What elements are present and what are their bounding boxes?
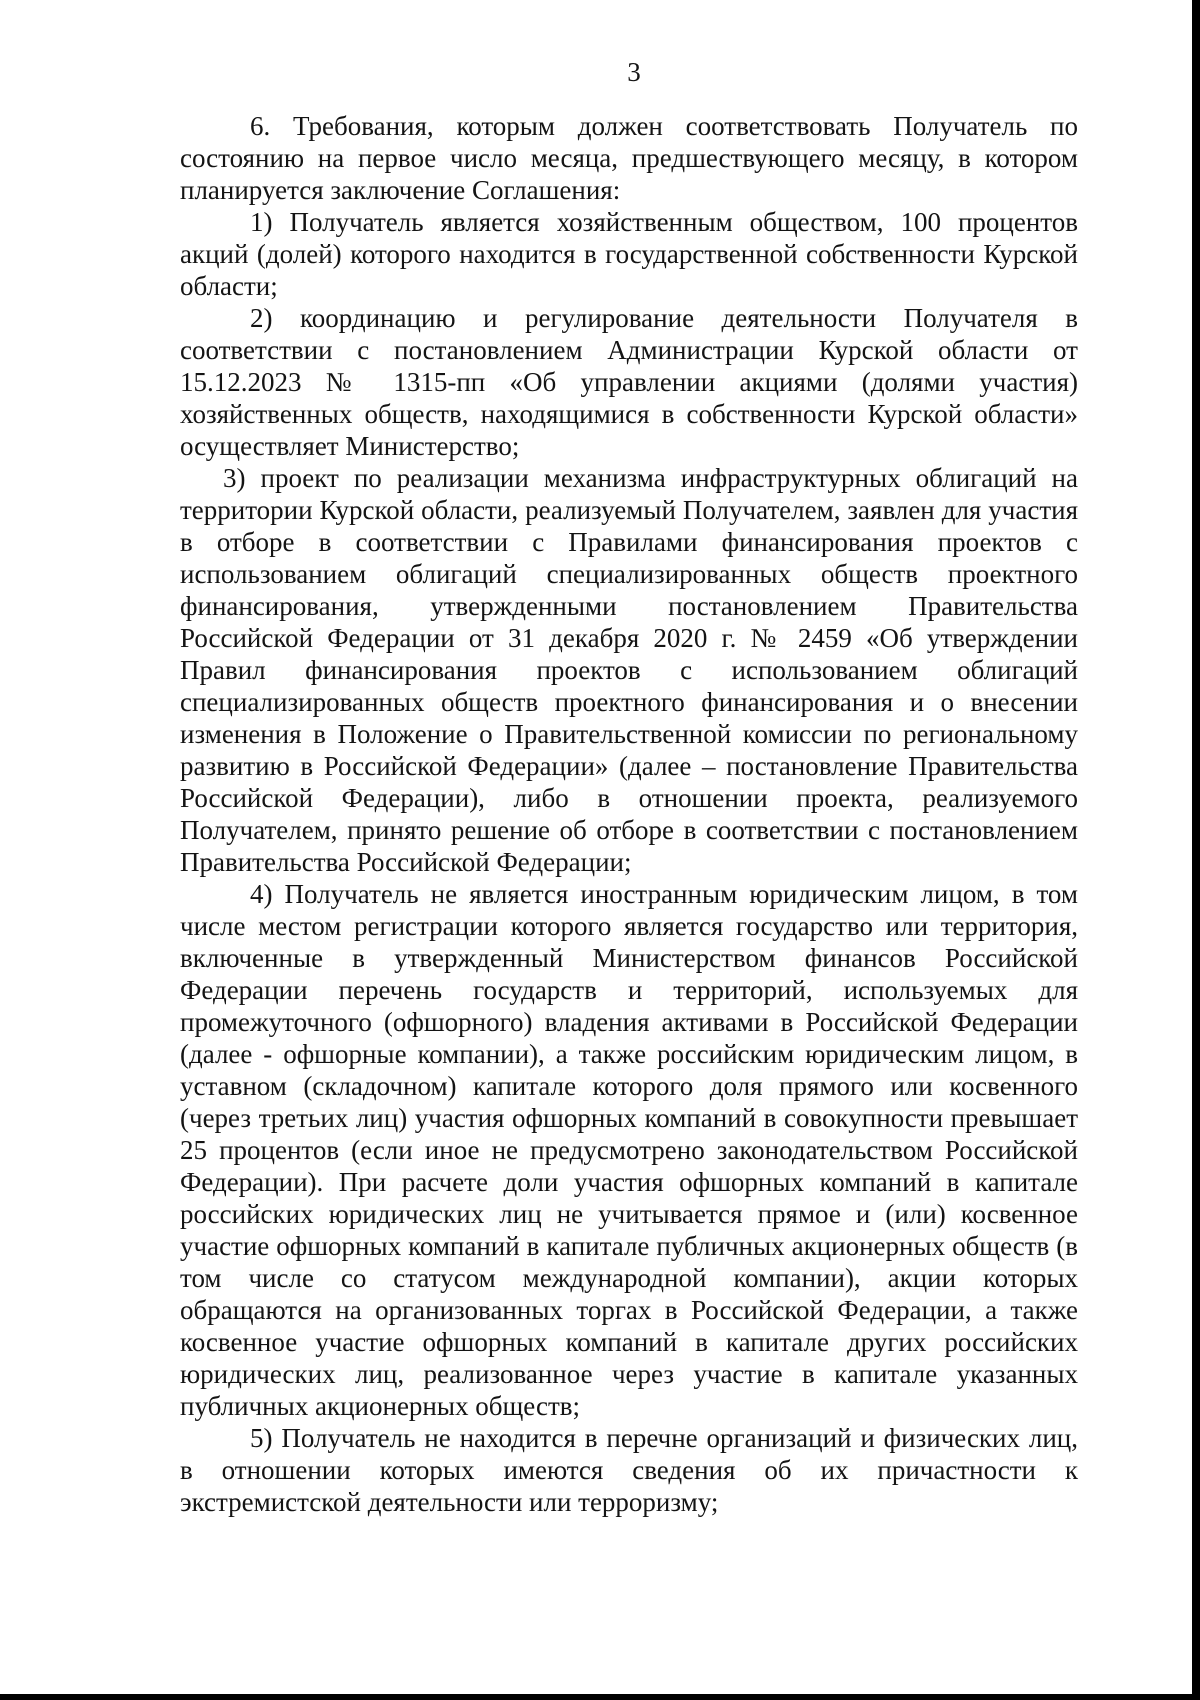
paragraph-item-1: 1) Получатель является хозяйственным обществом, 100 процентов акций (долей) которого находится в государственной собственности Курской области; [180,207,1078,301]
paragraph-item-4: 4) Получатель не является иностранным юридическим лицом, в том числе местом регистрации которого является государство или территория, включенные в утвержденный Министерством финансов Российской Федерации перечень государств и территорий, используемых для промежуточного (офшорного) владения активами в Российской Федерации (далее - офшорные компании), а также российским юридическим лицом, в уставном (складочном) капитале которого доля прямого или косвенного (через третьих лиц) участия офшорных компаний в совокупности превышает 25 процентов (если иное не предусмотрено законодательством Российской Федерации). При расчете доли участия офшорных компаний в капитале российских юридических лиц не учитывается прямое и (или) косвенное участие офшорных компаний в капитале публичных акционерных обществ (в том числе со статусом международной компании), акции которых обращаются на организованных торгах в Российской Федерации, а также косвенное участие офшорных компаний в капитале других российских юридических лиц, реализованное через участие в капитале указанных публичных акционерных обществ; [180,879,1078,1421]
paragraph-item-3: 3) проект по реализации механизма инфраструктурных облигаций на территории Курской области, реализуемый Получателем, заявлен для участия в отборе в соответствии с Правилами финансирования проектов с использованием облигаций специализированных обществ проектного финансирования, утвержденными постановлением Правительства Российской Федерации от 31 декабря 2020 г. № 2459 «Об утверждении Правил финансирования проектов с использованием облигаций специализированных обществ проектного финансирования и о внесении изменения в Положение о Правительственной комиссии по региональному развитию в Российской Федерации» (далее – постановление Правительства Российской Федерации), либо в отношении проекта, реализуемого Получателем, принято решение об отборе в соответствии с постановлением Правительства Российской Федерации; [180,463,1078,877]
paragraph-item-5: 5) Получатель не находится в перечне организаций и физических лиц, в отношении которых имеются сведения об их причастности к экстремистской деятельности или терроризму; [180,1423,1078,1517]
document-page [180,56,1078,1518]
paragraph-requirements: 6. Требования, которым должен соответствовать Получатель по состоянию на первое число месяца, предшествующего месяцу, в котором планируется заключение Соглашения: [180,111,1078,205]
page-number: 3 [627,57,641,87]
paragraph-item-2: 2) координацию и регулирование деятельности Получателя в соответствии с постановлением Администрации Курской области от 15.12.2023 № 1315-пп «Об управлении акциями (долями участия) хозяйственных обществ, находящимися в собственности Курской области» осуществляет Министерство; [180,303,1078,461]
